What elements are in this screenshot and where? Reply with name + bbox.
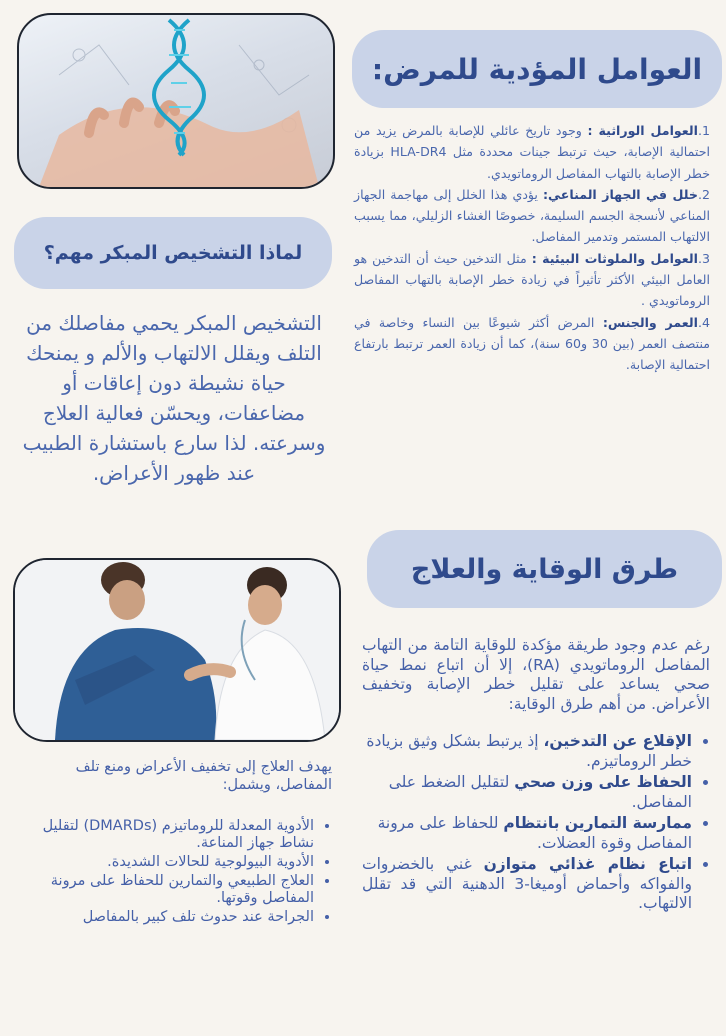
- prevention-item: • اتباع نظام غذائي متوازن غني بالخضروات والفواكه وأحماض أوميغا-3 الدهنية التي قد تقلل الالتهاب.: [362, 855, 692, 914]
- cause-item-1: 1.العوامل الوراثية : وجود تاريخ عائلي للإصابة بالمرض يزيد من احتمالية الإصابة، حيث ترتبط جينات محددة مثل HLA-DR4 بزيادة خطر الإصابة بالتهاب المفاصل الروماتويدي.: [354, 123, 710, 181]
- early-diagnosis-banner: [14, 217, 332, 289]
- treatment-intro: يهدف العلاج إلى تخفيف الأعراض ومنع تلف المفاصل، ويشمل:: [75, 759, 332, 793]
- prevention-intro: رغم عدم وجود طريقة مؤكدة للوقاية التامة من التهاب المفاصل الروماتويدي (RA)، إلا أن اتباع نمط حياة صحي يساعد على تقليل خطر الإصابة وتخفيف الأعراض. من أهم طرق الوقاية:: [362, 636, 710, 713]
- doctor-exam-photo: [13, 558, 341, 742]
- prevention-title-banner: [367, 530, 722, 608]
- treatment-section: [22, 758, 332, 928]
- treatment-item: • الجراحة عند حدوث تلف كبير بالمفاصل: [22, 909, 314, 926]
- prevention-section: [362, 636, 710, 916]
- dna-hand-photo: [17, 13, 335, 189]
- early-diagnosis-text: التشخيص المبكر يحمي مفاصلك من التلف ويقلل الالتهاب والألم و يمنحك حياة نشيطة دون إعاقات أو مضاعفات، ويحسّن فعالية العلاج وسرعته. لذا سارع باستشارة الطبيب عند ظهور الأعراض.: [22, 311, 326, 485]
- prevention-list: [362, 732, 710, 914]
- treatment-item: • العلاج الطبيعي والتمارين للحفاظ على مرونة المفاصل وقوتها.: [22, 873, 314, 907]
- treatment-item: • الأدوية المعدلة للروماتيزم (DMARDs) لتقليل نشاط جهاز المناعة.: [22, 818, 314, 852]
- causes-title: العوامل المؤدية للمرض:: [371, 52, 703, 86]
- causes-title-banner: [352, 30, 722, 108]
- prevention-title: طرق الوقاية والعلاج: [410, 553, 679, 585]
- cause-item-4: 4.العمر والجنس: المرض أكثر شيوعًا بين النساء وخاصة في منتصف العمر (بين 30 و60 سنة)، كما أن زيادة العمر ترتبط بارتفاع احتمالية الإصابة.: [354, 314, 710, 373]
- causes-list: [354, 120, 710, 376]
- early-diagnosis-title: لماذا التشخيص المبكر مهم؟: [43, 242, 303, 264]
- cause-item-3: 3.العوامل والملوثات البيئية : مثل التدخين حيث أن التدخين هو العامل البيئي الأكثر تأثيراً في زيادة خطر الإصابة بالتهاب المفاصل الروماتويدي .: [354, 250, 710, 309]
- treatment-list: [22, 818, 332, 926]
- dna-helix-icon: [19, 15, 333, 187]
- prevention-item: • الإقلاع عن التدخين، إذ يرتبط بشكل وثيق بزيادة خطر الروماتيزم.: [362, 732, 692, 771]
- treatment-item: • الأدوية البيولوجية للحالات الشديدة.: [22, 854, 314, 871]
- prevention-item: • الحفاظ على وزن صحي لتقليل الضغط على المفاصل.: [362, 773, 692, 812]
- prevention-item: • ممارسة التمارين بانتظام للحفاظ على مرونة المفاصل وقوة العضلات.: [362, 814, 692, 853]
- cause-item-2: 2.خلل في الجهاز المناعي: يؤدي هذا الخلل إلى مهاجمة الجهاز المناعي لأنسجة الجسم السليمة، خصوصًا الغشاء الزليلي، مما يسبب الالتهاب المستمر وتدمير المفاصل.: [354, 186, 710, 245]
